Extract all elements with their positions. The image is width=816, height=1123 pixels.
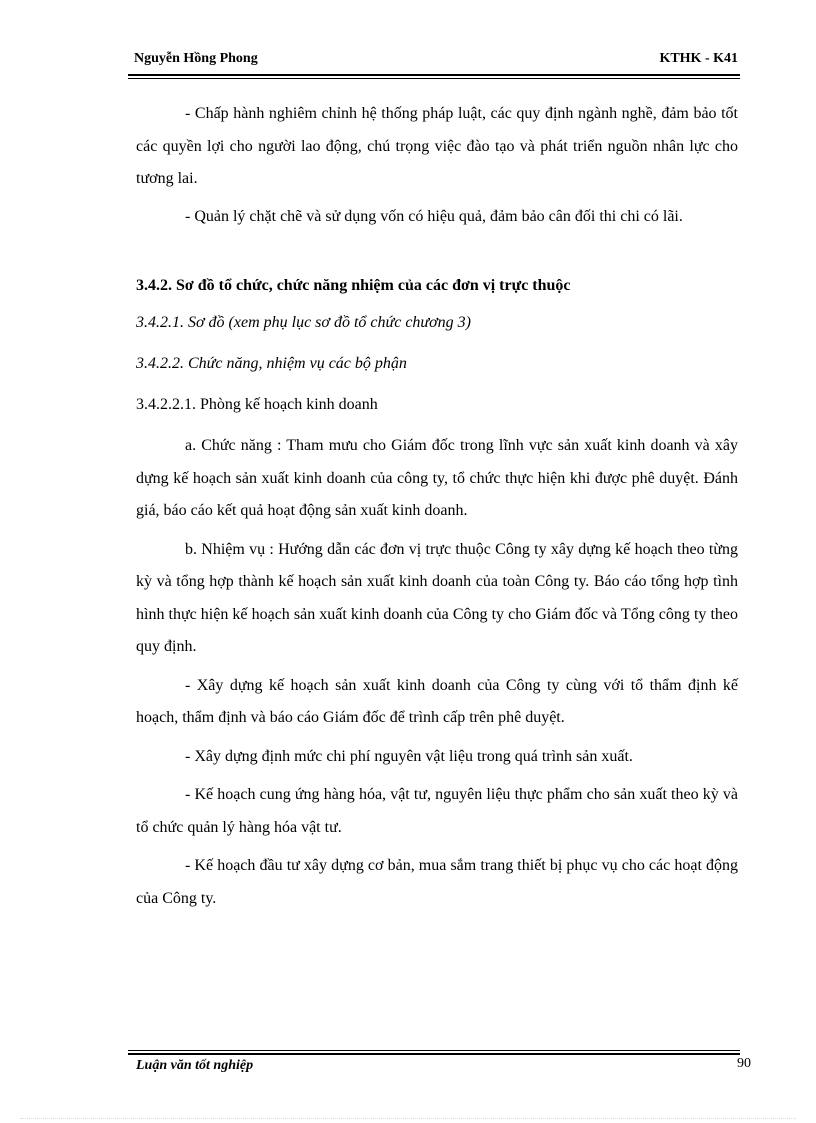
- header-divider-thin: [128, 78, 740, 79]
- list-item: - Xây dựng kế hoạch sản xuất kinh doanh của Công ty cùng với tổ thẩm định kế hoạch, thẩm định và báo cáo Giám đốc để trình cấp trên phê duyệt.: [136, 676, 738, 726]
- header-class-code: KTHK - K41: [659, 51, 738, 66]
- section-heading: 3.4.2. Sơ đồ tổ chức, chức năng nhiệm của các đơn vị trực thuộc: [136, 277, 571, 294]
- page-body: [136, 98, 738, 915]
- subsection-functions: 3.4.2.2. Chức năng, nhiệm vụ các bộ phận: [136, 355, 407, 372]
- paragraph-duties: b. Nhiệm vụ : Hướng dẫn các đơn vị trực thuộc Công ty xây dựng kế hoạch theo từng kỳ và tổng hợp thành kế hoạch sản xuất kinh doanh của toàn Công ty. Báo cáo tổng hợp tình hình thực hiện kế hoạch sản xuất kinh doanh của Công ty cho Giám đốc và Tổng công ty theo quy định.: [136, 540, 738, 655]
- footer-divider-thin: [128, 1050, 740, 1051]
- list-item: - Kế hoạch cung ứng hàng hóa, vật tư, nguyên liệu thực phẩm cho sản xuất theo kỳ và tổ chức quản lý hàng hóa vật tư.: [136, 786, 738, 836]
- list-item: - Xây dựng định mức chi phí nguyên vật liệu trong quá trình sản xuất.: [185, 747, 633, 765]
- footer-label: Luận văn tốt nghiệp: [136, 1058, 254, 1073]
- header-divider: [128, 74, 740, 76]
- paragraph-function: a. Chức năng : Tham mưu cho Giám đốc trong lĩnh vực sản xuất kinh doanh và xây dựng kế hoạch sản xuất kinh doanh của công ty, tổ chức thực hiện khi được phê duyệt. Đánh giá, báo cáo kết quả hoạt động sản xuất kinh doanh.: [136, 437, 738, 519]
- subsection-diagram: 3.4.2.1. Sơ đồ (xem phụ lục sơ đồ tổ chức chương 3): [136, 314, 472, 331]
- paragraph-legal-compliance: - Chấp hành nghiêm chỉnh hệ thống pháp luật, các quy định ngành nghề, đảm bảo tốt các quyền lợi cho người lao động, chú trọng việc đào tạo và phát triển nguồn nhân lực cho tương lai.: [136, 105, 738, 187]
- subsection-planning-department: 3.4.2.2.1. Phòng kế hoạch kinh doanh: [136, 396, 378, 413]
- page-edge-divider: [20, 1118, 796, 1119]
- page-number: 90: [737, 1056, 751, 1071]
- page-header: [134, 51, 738, 69]
- list-item: - Kế hoạch đầu tư xây dựng cơ bản, mua sắm trang thiết bị phục vụ cho các hoạt động của Công ty.: [136, 857, 738, 907]
- header-author: Nguyễn Hồng Phong: [134, 51, 258, 66]
- footer-divider: [128, 1053, 740, 1055]
- paragraph-capital-management: - Quản lý chặt chẽ và sử dụng vốn có hiệu quả, đảm bảo cân đối thi chi có lãi.: [185, 207, 683, 225]
